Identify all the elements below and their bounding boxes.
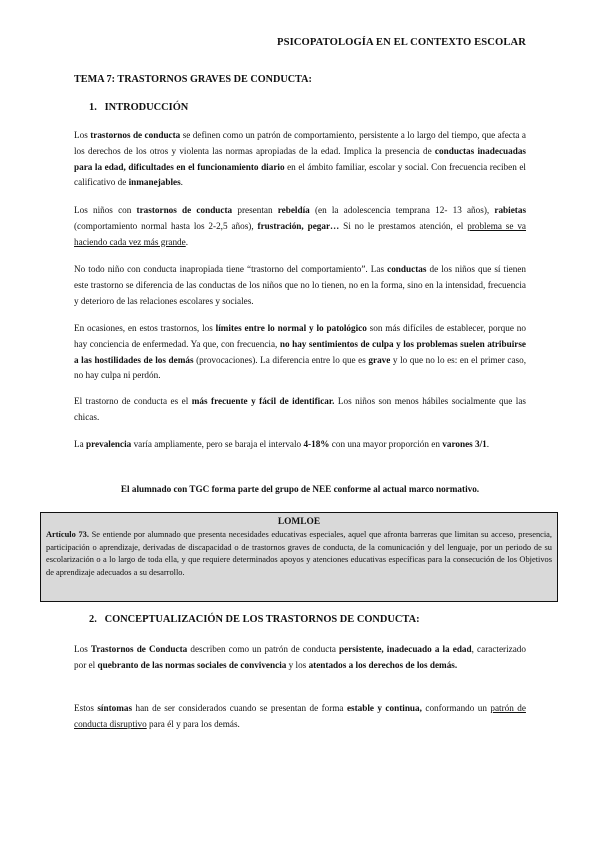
bold-run: quebranto de las normas sociales de convivencia (97, 659, 287, 670)
text-run: Los (74, 644, 91, 654)
chapter-title: TEMA 7: TRASTORNOS GRAVES DE CONDUCTA: (74, 74, 312, 85)
text-run: , caracterizado por el (74, 644, 526, 670)
bold-run: prevalencia (86, 439, 132, 449)
bold-run: grave (368, 354, 391, 365)
underlined-run: problema se va haciendo cada vez más grande (74, 220, 527, 247)
text-run: (provocaciones). La diferencia entre lo que es (193, 354, 369, 365)
paragraph-inappropriate-conduct (74, 262, 526, 309)
underlined-run: patrón de conducta disruptivo (74, 703, 526, 729)
text-run: presentan (232, 205, 278, 215)
text-run: se definen como un patrón de comportamiento, persistente a lo largo del tiempo, que afecta a los derechos de los otros y violenta las normas apropiadas de la edad. Implica la presencia de (74, 130, 526, 156)
text-run: Si no le prestamos atención, el (339, 220, 468, 231)
text-run: Los niños con (74, 205, 137, 215)
bold-run: síntomas (97, 703, 133, 713)
bold-run: atentados a los derechos de los demás. (308, 659, 458, 670)
text-run: con una mayor proporción en (329, 439, 443, 449)
bold-run: más frecuente y fácil de identificar. (191, 396, 335, 406)
text-run: . (180, 177, 183, 188)
bold-run: inmanejables (128, 177, 181, 188)
paragraph-symptoms (74, 203, 526, 250)
paragraph-limits (74, 321, 526, 384)
text-run: de los niños que sí tienen este trastorno se diferencia de las conductas de los niños que no lo tienen, no en la forma, sino en la intensidad, frecuencia y deterioro de las relaciones escolares y sociales. (74, 264, 526, 306)
text-run: . (185, 236, 189, 247)
section-number: 1. (89, 102, 97, 113)
text-run: en el ámbito familiar, escolar y social. Con frecuencia reciben el calificativo de (74, 161, 526, 188)
text-run: Los niños son menos hábiles socialmente que las chicas. (74, 396, 526, 422)
lomloe-title: LOMLOE (277, 517, 321, 527)
bold-run: conductas inadecuadas para la edad, dificultades en el funcionamiento diario (74, 145, 527, 172)
text-run: La (74, 439, 86, 449)
paragraph-conceptualization (74, 642, 526, 674)
text-run: describen como un patrón de conducta (187, 644, 340, 654)
text-run: En ocasiones, en estos trastornos, los (74, 323, 216, 333)
section-heading-introduccion (89, 102, 188, 113)
bold-run: no hay sentimientos de culpa y los problemas suelen atribuirse a las hostilidades de los demás (74, 338, 526, 365)
bold-run: conductas (387, 264, 427, 274)
text-run: y lo que no lo es: en el primer caso, no hay culpa ni perdón. (74, 354, 526, 381)
text-run: Los (74, 130, 91, 140)
article-label: Artículo 73. (46, 530, 89, 539)
bold-run: rabietas (494, 205, 527, 215)
paragraph-symptoms-stable (74, 701, 526, 733)
text-run: son más difíciles de establecer, porque no hay conciencia de enfermedad. Ya que, con frecuencia, (74, 323, 526, 349)
section-title: INTRODUCCIÓN (104, 102, 189, 113)
text-run: (en la adolescencia temprana 12- 13 años), (309, 205, 495, 215)
bold-run: límites entre lo normal y lo patológico (215, 323, 367, 333)
bold-run: trastornos de conducta (90, 130, 181, 140)
text-run: El trastorno de conducta es el (74, 396, 192, 406)
nee-note: El alumnado con TGC forma parte del grupo de NEE conforme al actual marco normativo. (120, 484, 480, 494)
article-body: Se entiende por alumnado que presenta necesidades educativas especiales, aquel que afronta barreras que limitan su acceso, presencia, participación o aprendizaje, derivadas de discapacidad o de trastornos graves de conducta, de la comunicación y del lenguaje, por un periodo de su escolarización o a lo largo de toda ella, y que requiere determinados apoyos y atenciones educativas específicas para la consecución de los Objetivos de aprendizaje adecuados a su desarrollo. (46, 530, 552, 577)
section-number: 2. (89, 614, 97, 625)
section-heading-conceptualizacion (89, 614, 420, 625)
text-run: para él y para los demás. (146, 718, 240, 729)
bold-run: rebeldía (277, 205, 310, 215)
text-run: No todo niño con conducta inapropiada tiene “trastorno del comportamiento”. Las (74, 264, 388, 274)
text-run: y los (286, 659, 309, 670)
text-run: varía ampliamente, pero se baraja el intervalo (131, 439, 304, 449)
running-header: PSICOPATOLOGÍA EN EL CONTEXTO ESCOLAR (277, 37, 526, 48)
bold-run: trastornos de conducta (136, 205, 233, 215)
lomloe-box (40, 512, 558, 602)
bold-run: estable y continua, (346, 703, 422, 713)
paragraph-definition (74, 128, 526, 191)
text-run: conformando un (421, 703, 491, 713)
lomloe-article-text (46, 529, 552, 579)
paragraph-prevalence (74, 437, 526, 453)
text-run: han de ser considerados cuando se presentan de forma (132, 703, 347, 713)
bold-run: varones 3/1 (442, 439, 487, 449)
text-run: Estos (74, 703, 98, 713)
bold-run: persistente, inadecuado a la edad (339, 644, 472, 654)
paragraph-frequency (74, 394, 526, 426)
text-run: (comportamiento normal hasta los 2-2,5 años), (74, 220, 258, 231)
section-title: CONCEPTUALIZACIÓN DE LOS TRASTORNOS DE CONDUCTA: (104, 614, 420, 625)
bold-run: Trastornos de Conducta (90, 644, 188, 654)
bold-run: frustración, pegar… (257, 220, 340, 231)
text-run: . (486, 439, 490, 449)
bold-run: 4-18% (303, 439, 330, 449)
